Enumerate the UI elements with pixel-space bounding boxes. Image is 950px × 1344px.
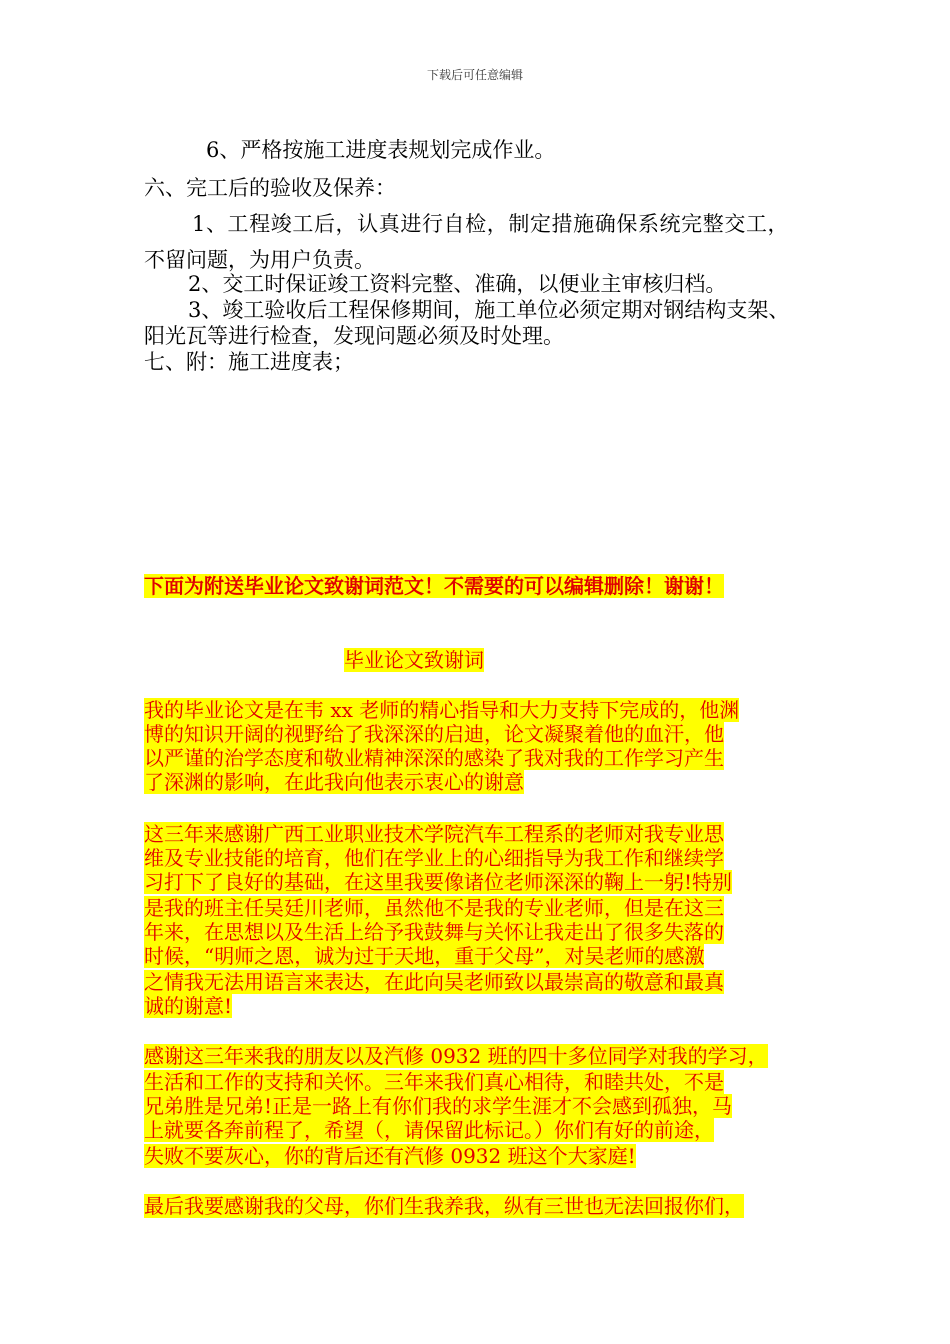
paragraph-line: 习打下了良好的基础，在这里我要像诸位老师深深的鞠上一躬!特别 [144, 870, 733, 894]
paragraph-line: 最后我要感谢我的父母，你们生我养我，纵有三世也无法回报你们， [144, 1194, 744, 1218]
paragraph-line: 年来，在思想以及生活上给予我鼓舞与关怀让我走出了很多失落的 [144, 920, 724, 944]
paragraph-line: 失败不要灰心，你的背后还有汽修 0932 班这个大家庭! [144, 1144, 636, 1168]
paragraph-line: 博的知识开阔的视野给了我深深的启迪，论文凝聚着他的血汗，他 [144, 722, 724, 746]
body-line: 不留问题，为用户负责。 [144, 248, 375, 272]
paragraph-line: 生活和工作的支持和关怀。三年来我们真心相待，和睦共处，不是 [144, 1070, 724, 1094]
paragraph-line: 上就要各奔前程了，希望（，请保留此标记。）你们有好的前途， [144, 1118, 714, 1142]
paragraph-line: 了深渊的影响，在此我向他表示衷心的谢意 [144, 770, 524, 794]
paragraph-line: 之情我无法用语言来表达，在此向吴老师致以最崇高的敬意和最真 [144, 970, 724, 994]
body-line: 3、竣工验收后工程保修期间，施工单位必须定期对钢结构支架、 [188, 298, 790, 322]
paragraph-line: 兄弟胜是兄弟!正是一路上有你们我的求学生涯才不会感到孤独，马 [144, 1094, 733, 1118]
paragraph-line: 时候，“明师之恩，诚为过于天地，重于父母”，对吴老师的感激 [144, 944, 705, 968]
paragraph-line: 感谢这三年来我的朋友以及汽修 0932 班的四十多位同学对我的学习， [144, 1044, 768, 1068]
appendix-notice: 下面为附送毕业论文致谢词范文！不需要的可以编辑删除！谢谢！ [144, 574, 724, 598]
paragraph-line: 我的毕业论文是在韦 xx 老师的精心指导和大力支持下完成的，他渊 [144, 698, 740, 722]
body-line: 6、严格按施工进度表规划完成作业。 [206, 138, 556, 162]
paragraph-line: 以严谨的治学态度和敬业精神深深的感染了我对我的工作学习产生 [144, 746, 724, 770]
paragraph-line: 诚的谢意! [144, 994, 233, 1018]
body-line: 阳光瓦等进行检查，发现问题必须及时处理。 [144, 324, 564, 348]
body-line: 1、工程竣工后，认真进行自检，制定措施确保系统完整交工， [192, 212, 790, 236]
paragraph-line: 这三年来感谢广西工业职业技术学院汽车工程系的老师对我专业思 [144, 822, 724, 846]
paragraph-line: 是我的班主任吴廷川老师，虽然他不是我的专业老师，但是在这三 [144, 896, 724, 920]
page-header: 下载后可任意编辑 [426, 68, 523, 82]
section-heading: 六、完工后的验收及保养： [144, 176, 396, 200]
appendix-title: 毕业论文致谢词 [344, 648, 484, 672]
section-heading: 七、附：施工进度表； [144, 350, 354, 374]
paragraph-line: 维及专业技能的培育，他们在学业上的心细指导为我工作和继续学 [144, 846, 724, 870]
body-line: 2、交工时保证竣工资料完整、准确，以便业主审核归档。 [188, 272, 727, 296]
